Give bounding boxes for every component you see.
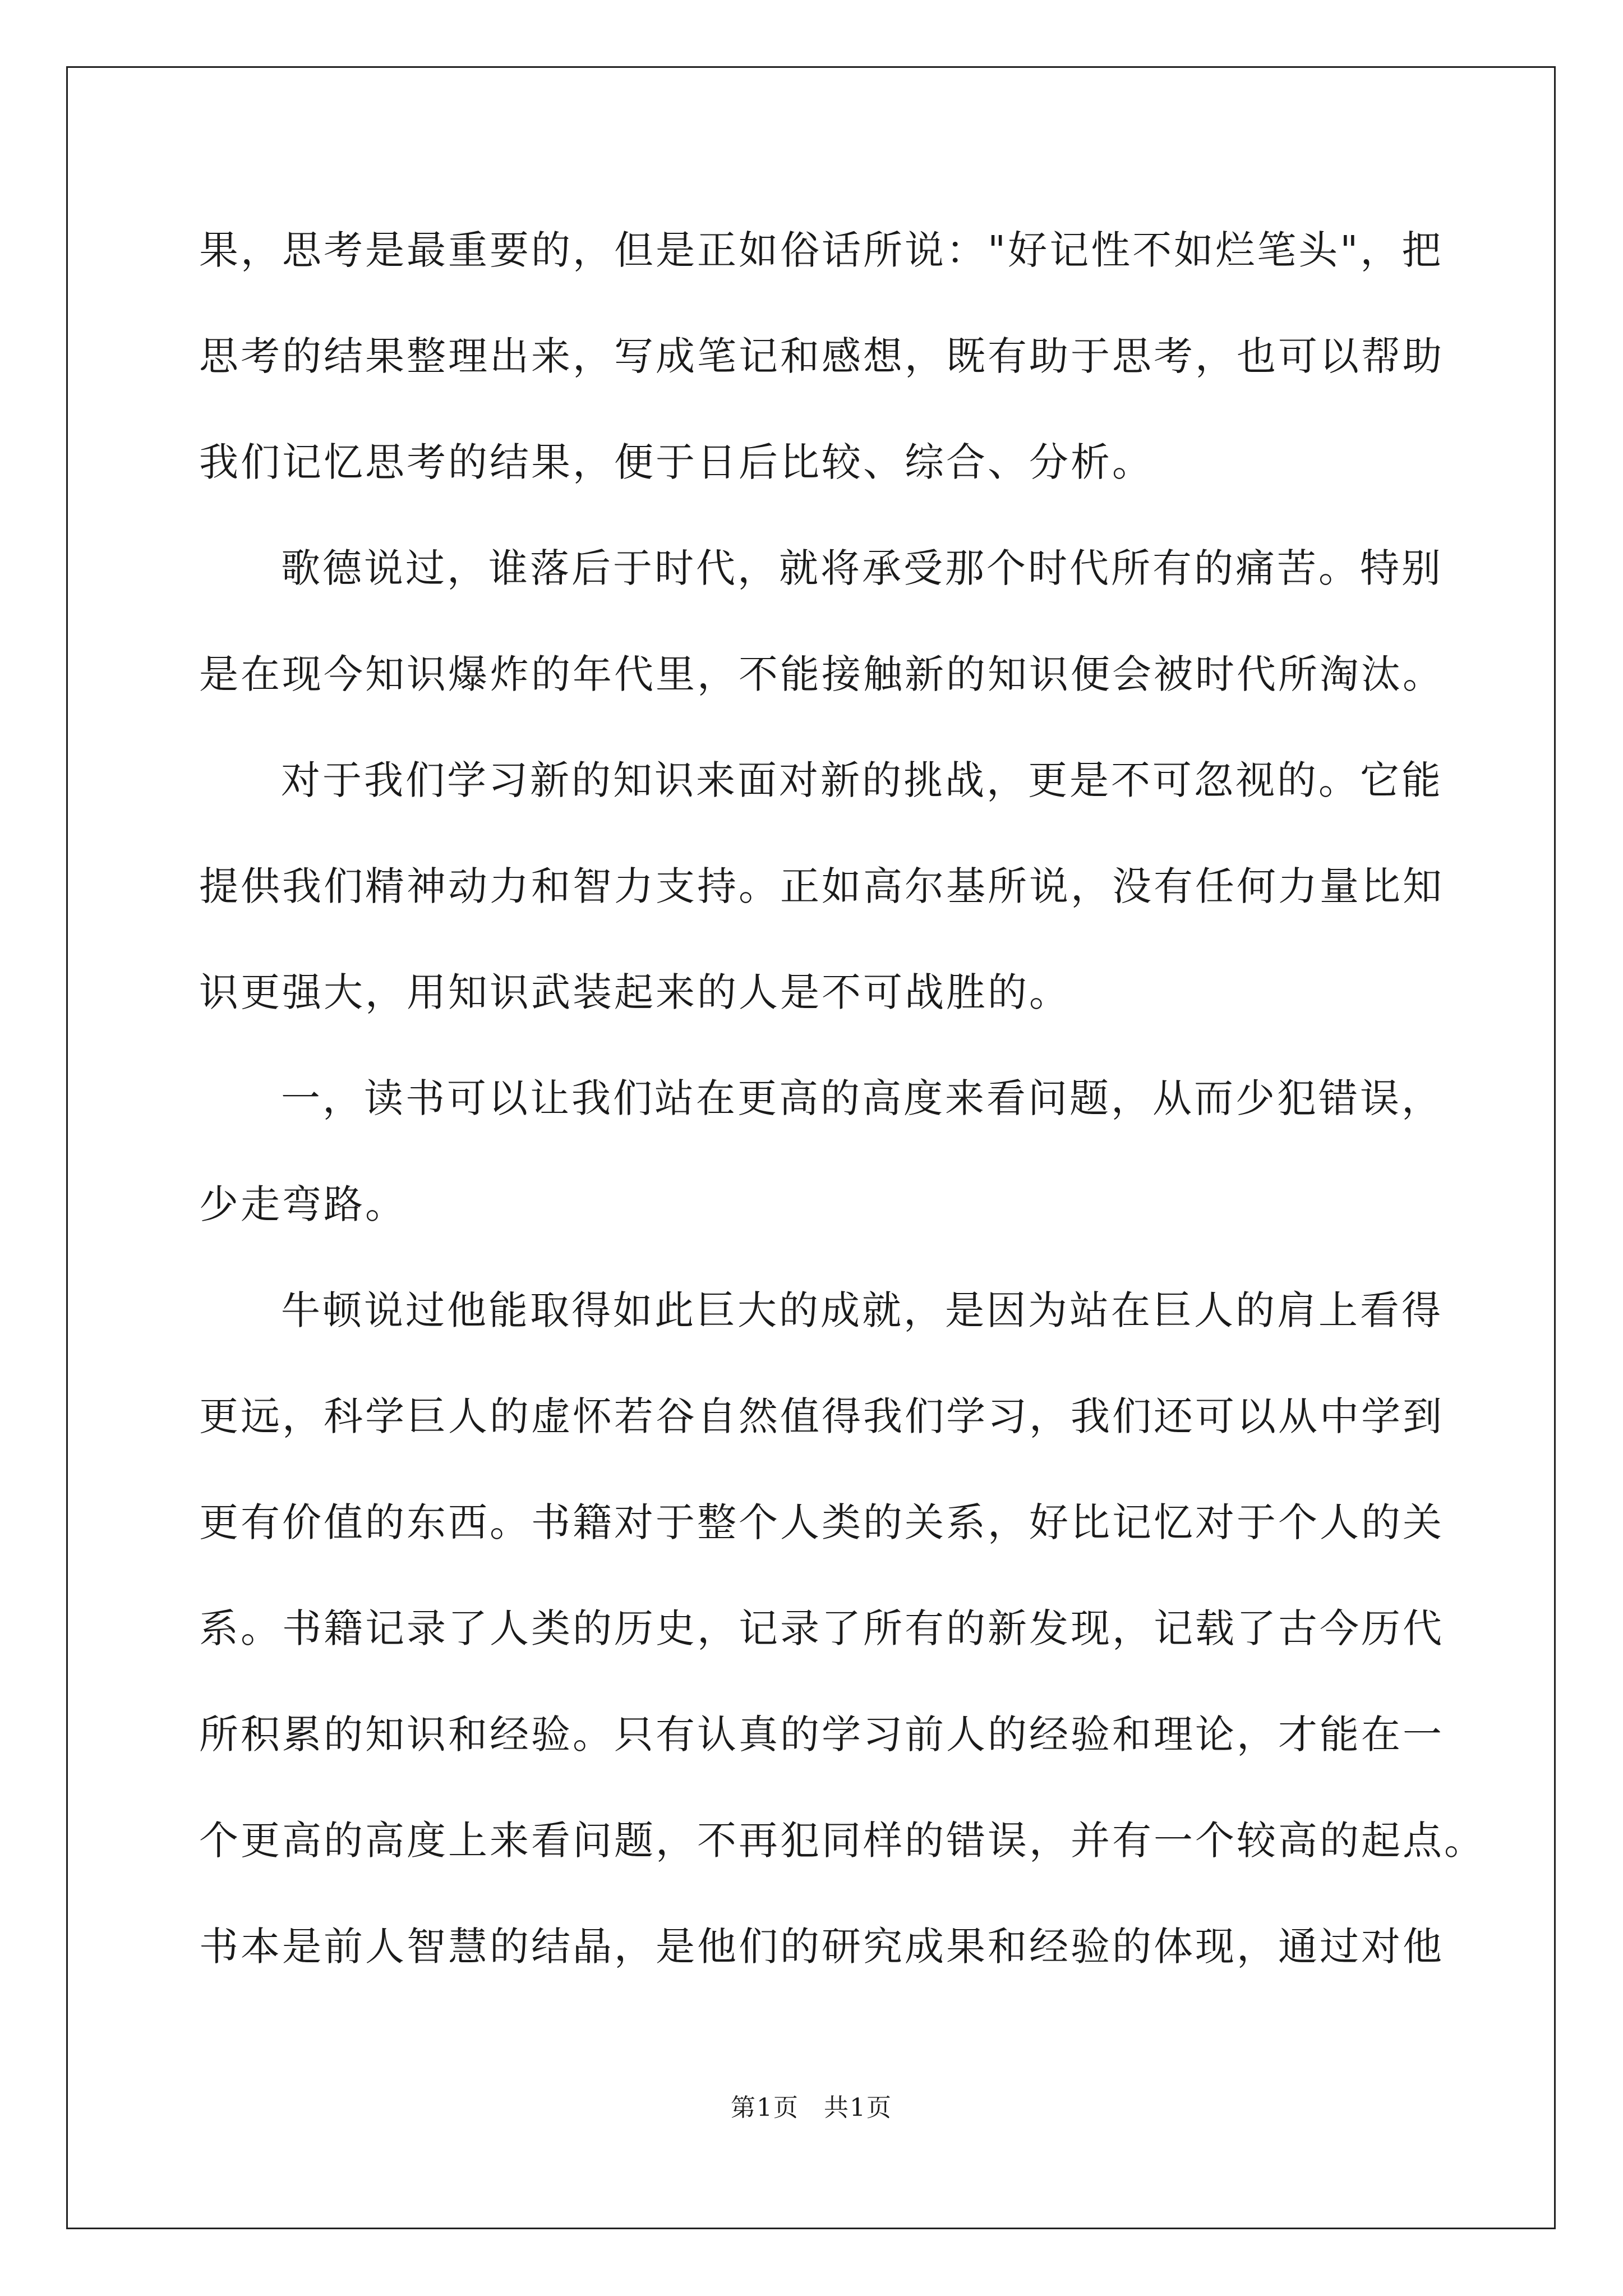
paragraph-first-line: 一，读书可以让我们站在更高的高度来看问题，从而少犯错误，	[281, 1075, 1443, 1121]
text-line: 果，思考是最重要的，但是正如俗话所说："好记性不如烂笔头"，把	[199, 227, 1444, 273]
text-line: 个更高的高度上来看问题，不再犯同样的错误，并有一个较高的起点。	[199, 1818, 1486, 1864]
paragraph-first-line: 歌德说过，谁落后于时代，就将承受那个时代所有的痛苦。特别	[281, 545, 1443, 591]
text-line: 思考的结果整理出来，写成笔记和感想，既有助于思考，也可以帮助	[199, 333, 1444, 379]
text-line: 我们记忆思考的结果，便于日后比较、综合、分析。	[199, 439, 1154, 485]
page-number-label: 第1页	[731, 2093, 799, 2122]
paragraph-first-line: 对于我们学习新的知识来面对新的挑战，更是不可忽视的。它能	[281, 757, 1443, 803]
page-total-label: 共1页	[824, 2093, 892, 2122]
paragraph-first-line: 牛顿说过他能取得如此巨大的成就，是因为站在巨人的肩上看得	[281, 1287, 1443, 1333]
text-line: 书本是前人智慧的结晶，是他们的研究成果和经验的体现，通过对他	[199, 1924, 1444, 1970]
text-line: 更有价值的东西。书籍对于整个人类的关系，好比记忆对于个人的关	[199, 1499, 1444, 1545]
text-line: 更远，科学巨人的虚怀若谷自然值得我们学习，我们还可以从中学到	[199, 1393, 1444, 1439]
document-body	[199, 219, 1486, 2021]
text-line: 提供我们精神动力和智力支持。正如高尔基所说，没有任何力量比知	[199, 863, 1444, 909]
text-line: 少走弯路。	[199, 1181, 407, 1227]
text-line: 系。书籍记录了人类的历史，记录了所有的新发现，记载了古今历代	[199, 1605, 1444, 1651]
text-line: 所积累的知识和经验。只有认真的学习前人的经验和理论，才能在一	[199, 1711, 1444, 1757]
page-footer	[0, 2091, 1623, 2125]
text-line: 是在现今知识爆炸的年代里，不能接触新的知识便会被时代所淘汰。	[199, 651, 1444, 697]
text-line: 识更强大，用知识武装起来的人是不可战胜的。	[199, 969, 1071, 1015]
